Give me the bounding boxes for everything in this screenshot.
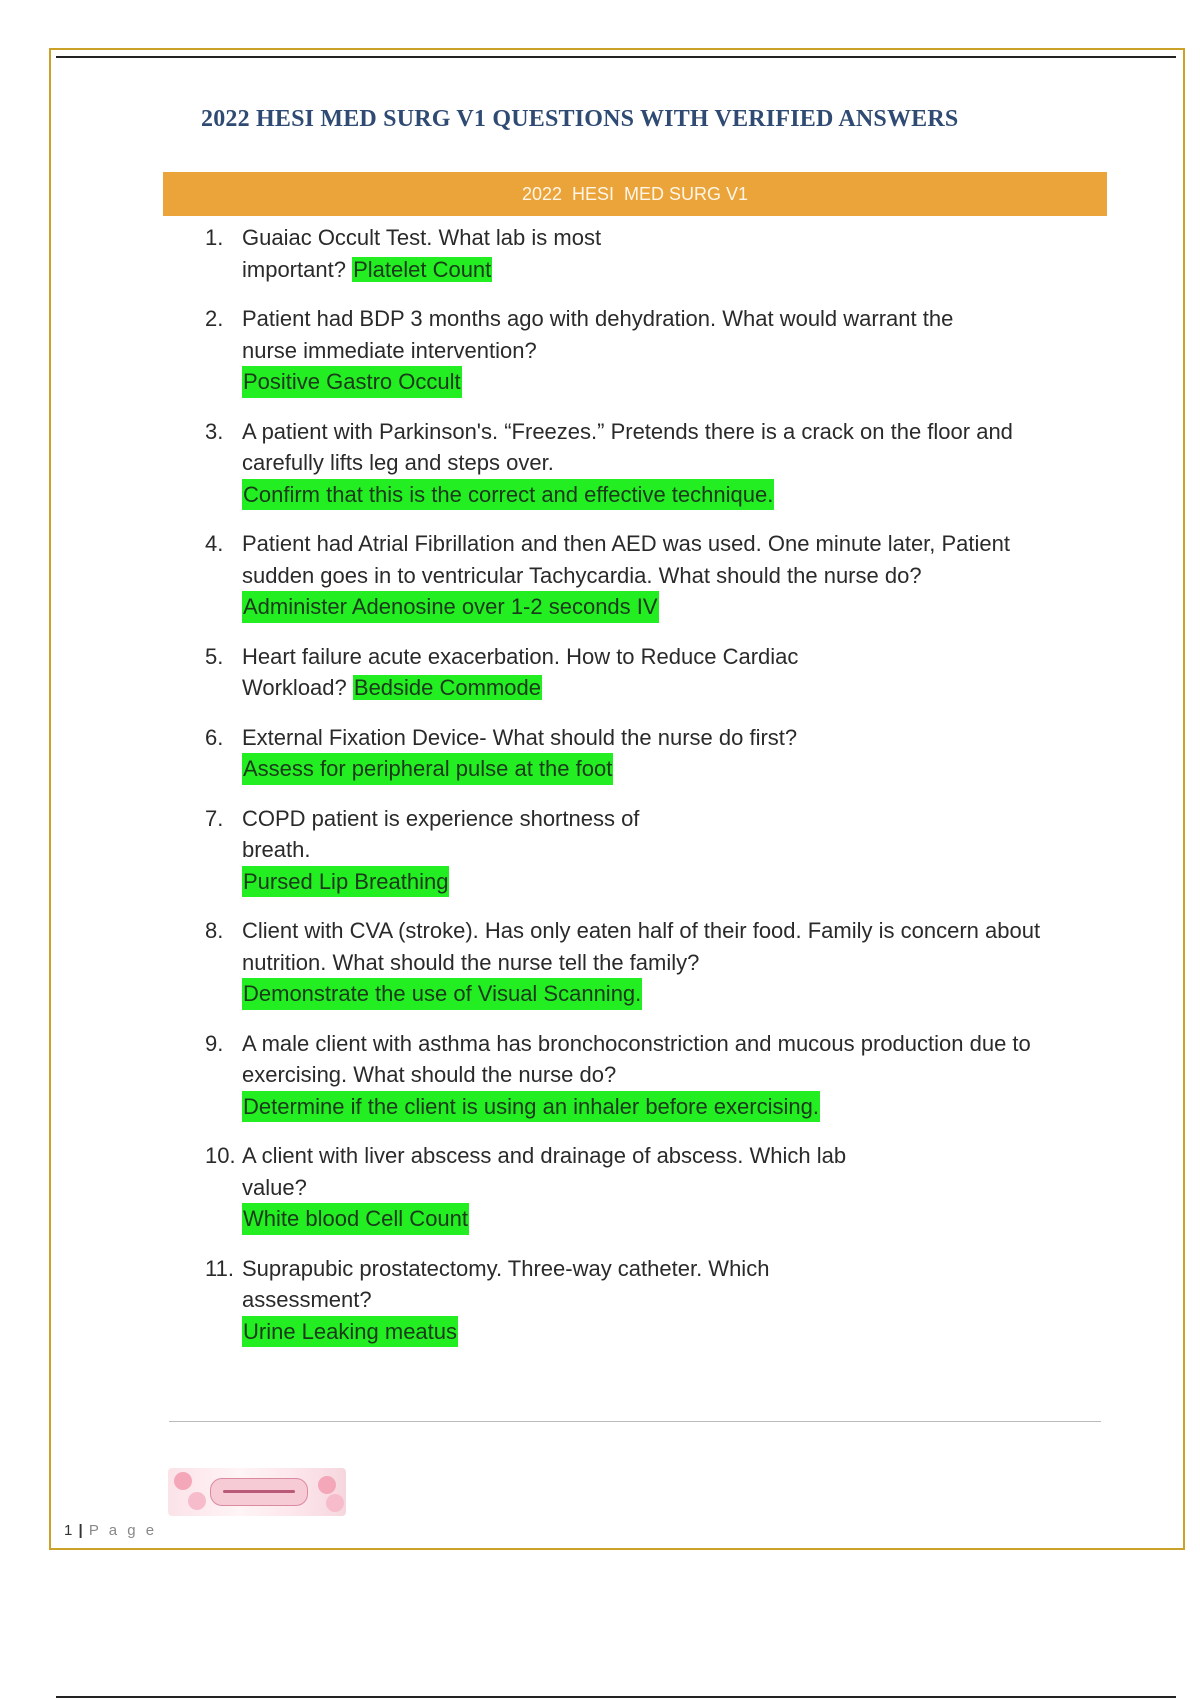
list-item xyxy=(205,303,982,398)
section-banner xyxy=(163,172,1107,216)
footer-rule xyxy=(169,1421,1101,1422)
answer-highlight: Bedside Commode xyxy=(353,675,541,700)
question-number: 11. xyxy=(205,1255,234,1281)
list-item xyxy=(205,722,882,785)
list-item xyxy=(205,1140,902,1235)
question-number: 3. xyxy=(205,418,224,444)
list-item xyxy=(205,803,672,898)
question-number: 5. xyxy=(205,643,224,669)
page-number: 1 | P a g e xyxy=(64,1522,158,1539)
list-item xyxy=(205,416,1032,511)
question-list xyxy=(205,222,1085,1365)
question-text: Suprapubic prostatectomy. Three-way catheter. Which assessment? xyxy=(242,1255,770,1312)
flower-icon xyxy=(326,1494,344,1512)
question-text: Patient had BDP 3 months ago with dehydration. What would warrant the nurse immediate intervention? xyxy=(242,306,954,363)
document-title: 2022 HESI MED SURG V1 QUESTIONS WITH VERIFIED ANSWERS xyxy=(201,106,959,132)
question-number: 7. xyxy=(205,805,224,831)
question-text: Guaiac Occult Test. What lab is most important? xyxy=(242,225,602,282)
question-text: A male client with asthma has bronchoconstriction and mucous production due to exercising. What should the nurse do? xyxy=(242,1030,1031,1087)
list-item xyxy=(205,915,1062,1010)
footer-logo xyxy=(168,1468,346,1516)
question-text: A patient with Parkinson's. “Freezes.” Pretends there is a crack on the floor and carefully lifts leg and steps over. xyxy=(242,418,1013,475)
list-item xyxy=(205,1253,842,1348)
answer-highlight: Determine if the client is using an inhaler before exercising. xyxy=(242,1091,820,1123)
answer-highlight: Assess for peripheral pulse at the foot xyxy=(242,753,613,785)
list-item xyxy=(205,528,1082,623)
answer-highlight: Platelet Count xyxy=(353,256,492,282)
list-item xyxy=(205,641,842,704)
answer-highlight: Pursed Lip Breathing xyxy=(242,866,449,898)
answer-highlight: Positive Gastro Occult xyxy=(242,366,462,398)
flower-icon xyxy=(318,1476,336,1494)
answer-highlight: Demonstrate the use of Visual Scanning. xyxy=(242,978,642,1010)
page-break-rule xyxy=(56,1696,1176,1698)
answer-highlight: White blood Cell Count xyxy=(242,1203,469,1235)
logo-plaque xyxy=(210,1478,308,1506)
question-number: 6. xyxy=(205,724,224,750)
list-item xyxy=(205,222,602,285)
question-text: External Fixation Device- What should the nurse do first? xyxy=(242,724,798,750)
question-number: 4. xyxy=(205,531,224,556)
question-number: 1. xyxy=(205,225,224,250)
header-rule xyxy=(56,56,1176,58)
banner-label: 2022 HESI MED SURG V1 xyxy=(521,183,749,204)
question-text: Patient had Atrial Fibrillation and then AED was used. One minute later, Patient sudden goes in to ventricular Tachycardia. What should the nurse do? xyxy=(242,531,1011,588)
question-text: Client with CVA (stroke). Has only eaten half of their food. Family is concern about nutrition. What should the nurse tell the family? xyxy=(242,918,1041,975)
answer-highlight: Administer Adenosine over 1-2 seconds IV xyxy=(242,591,659,623)
question-text: A client with liver abscess and drainage of abscess. Which lab value? xyxy=(242,1143,847,1200)
question-text: COPD patient is experience shortness of breath. xyxy=(242,805,640,862)
question-number: 8. xyxy=(205,918,224,943)
flower-icon xyxy=(188,1492,206,1510)
question-number: 9. xyxy=(205,1030,224,1056)
question-number: 10. xyxy=(205,1143,236,1168)
flower-icon xyxy=(174,1472,192,1490)
question-number: 2. xyxy=(205,306,224,331)
question-text: Heart failure acute exacerbation. How to Reduce Cardiac Workload? xyxy=(242,643,799,700)
answer-highlight: Urine Leaking meatus xyxy=(242,1316,458,1348)
list-item xyxy=(205,1028,1042,1123)
answer-highlight: Confirm that this is the correct and effective technique. xyxy=(242,479,774,511)
